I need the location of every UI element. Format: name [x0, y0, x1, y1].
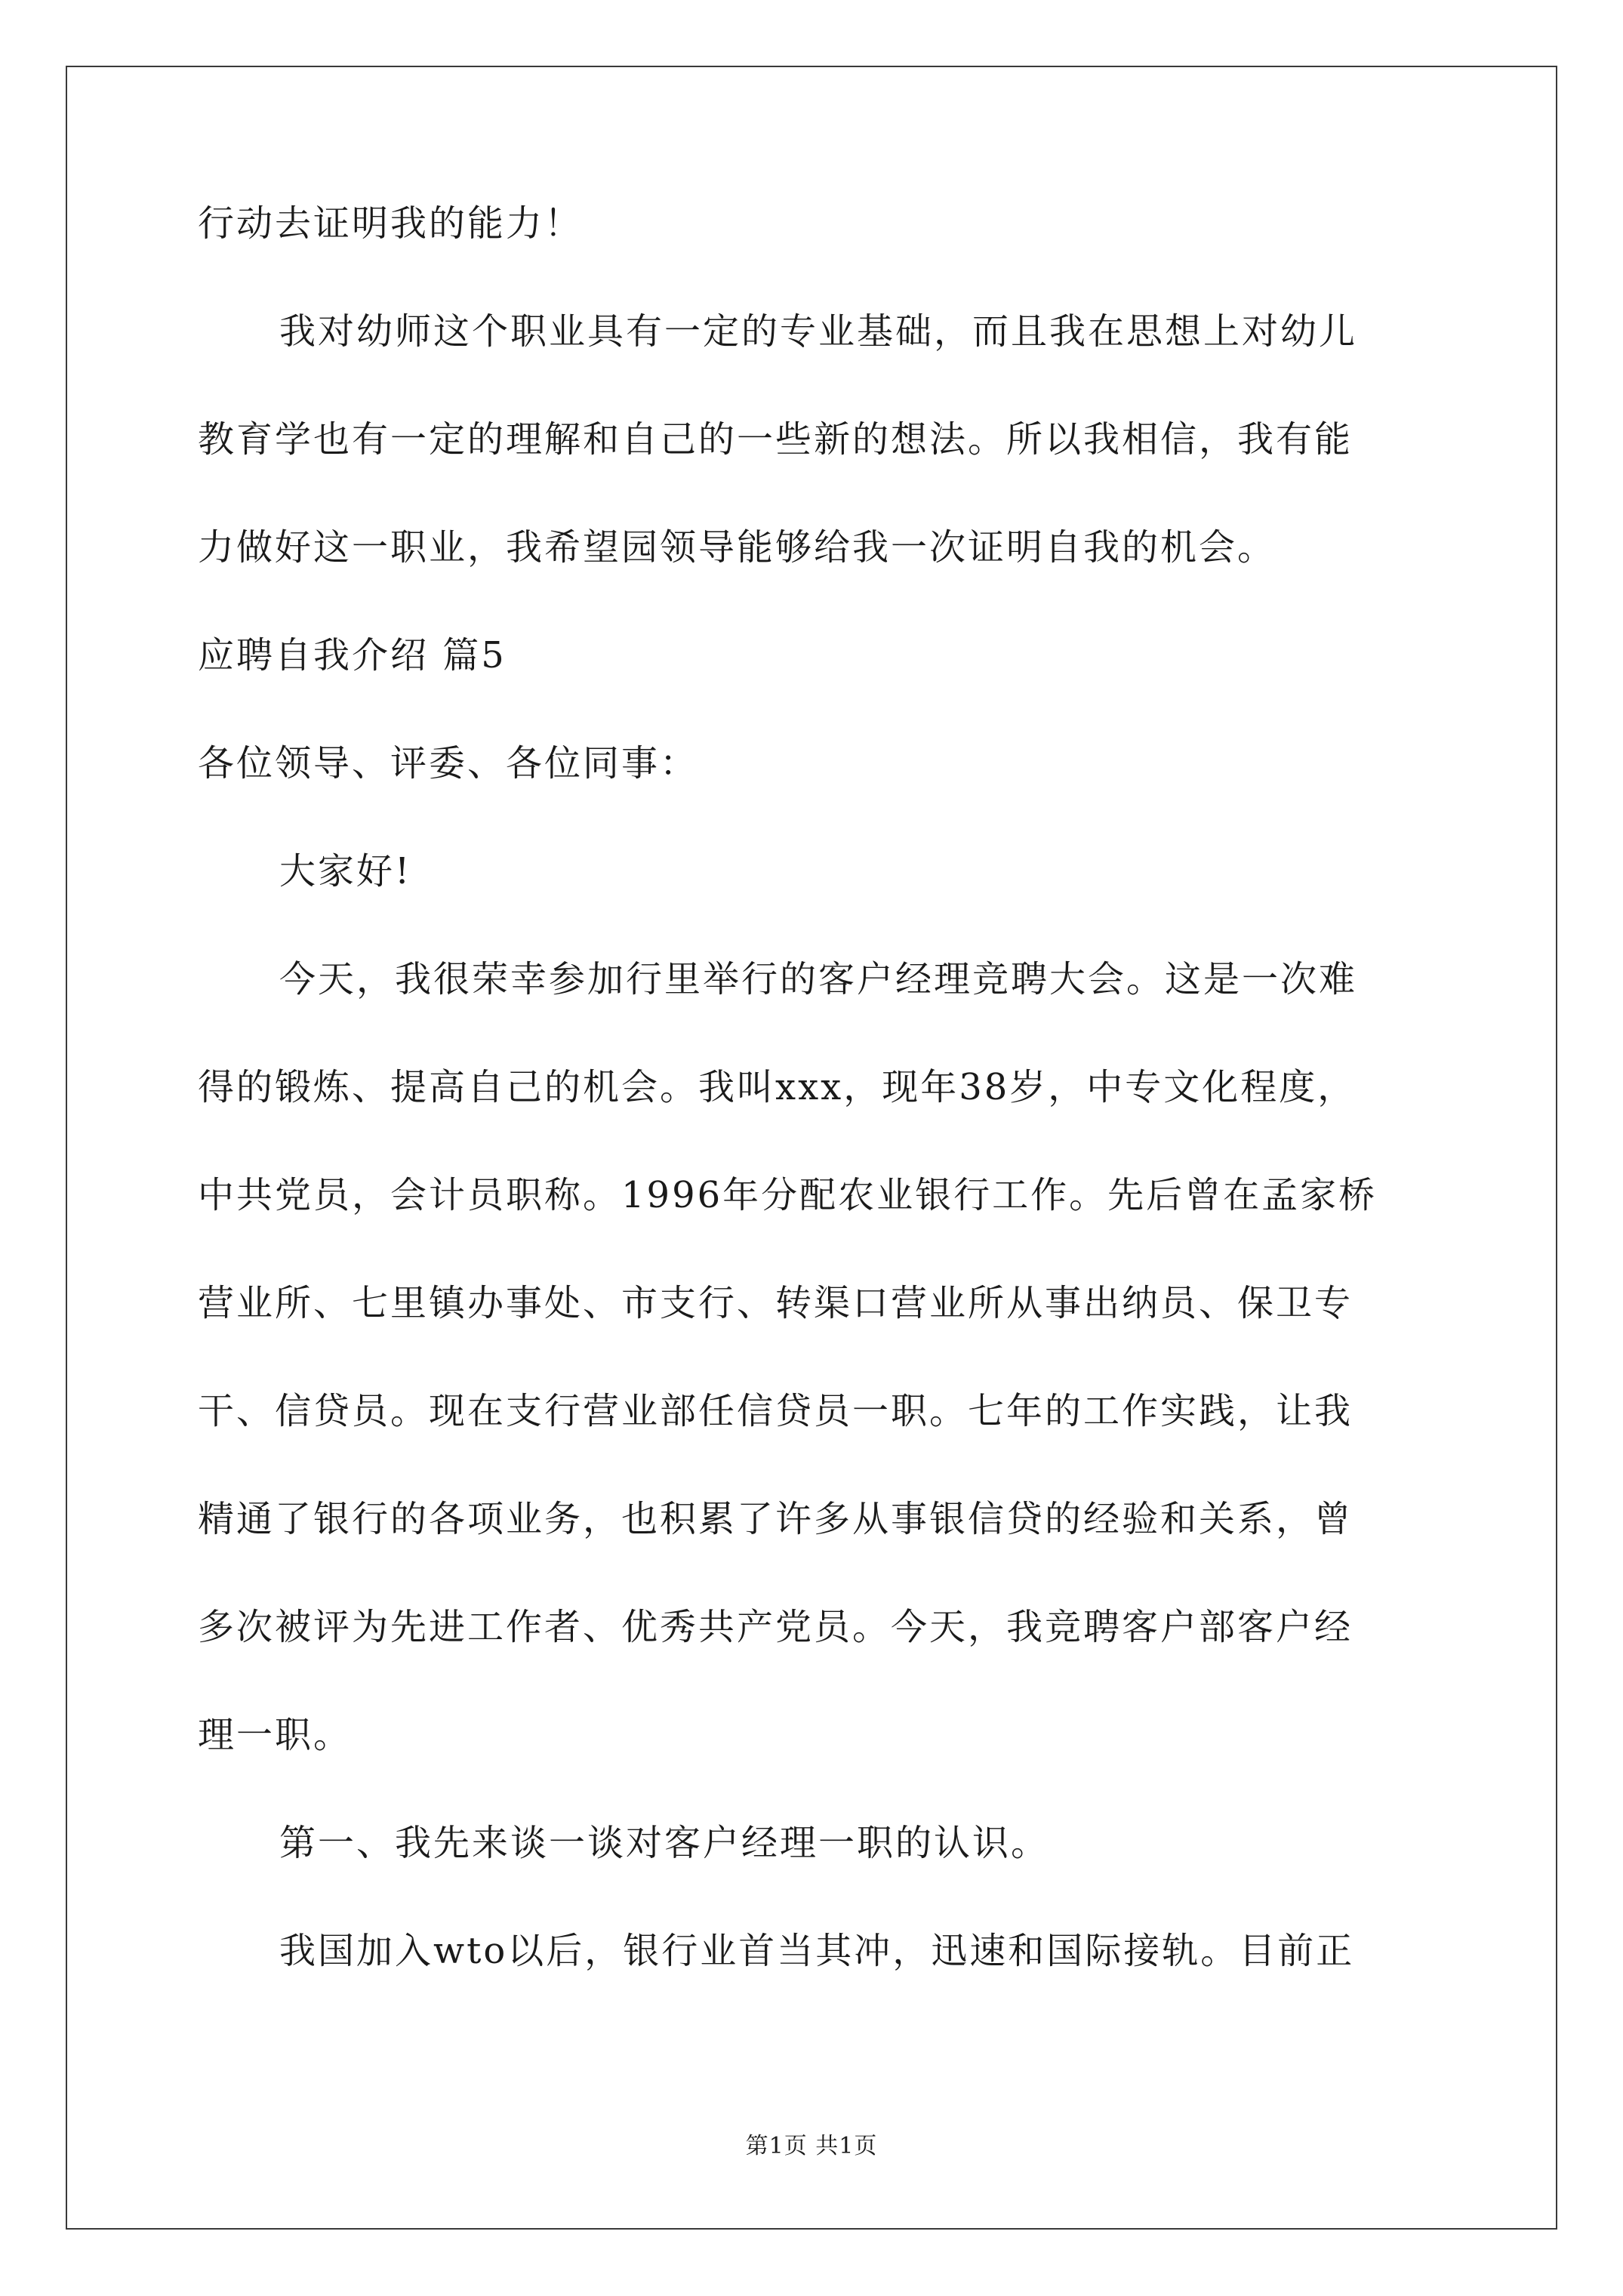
- text-line-8: 今天，我很荣幸参加行里举行的客户经理竞聘大会。这是一次难: [279, 958, 1358, 1000]
- text-line-16: 第一、我先来谈一谈对客户经理一职的认识。: [279, 1822, 1050, 1864]
- page-footer: 第1页 共1页: [745, 2133, 878, 2159]
- text-line-1: 行动去证明我的能力！: [198, 202, 584, 245]
- text-line-17: 我国加入wto以后，银行业首当其冲，迅速和国际接轨。目前正: [279, 1930, 1355, 1972]
- text-line-3: 教育学也有一定的理解和自己的一些新的想法。所以我相信，我有能: [198, 418, 1354, 461]
- text-line-4: 力做好这一职业，我希望园领导能够给我一次证明自我的机会。: [198, 526, 1277, 569]
- text-line-11: 营业所、七里镇办事处、市支行、转渠口营业所从事出纳员、保卫专: [198, 1282, 1354, 1324]
- text-line-9: 得的锻炼、提高自己的机会。我叫xxx，现年38岁，中专文化程度，: [198, 1066, 1357, 1108]
- document-body: [198, 202, 1436, 2041]
- text-line-15: 理一职。: [198, 1714, 353, 1756]
- text-line-10: 中共党员，会计员职称。1996年分配农业银行工作。先后曾在孟家桥: [198, 1174, 1378, 1216]
- salutation: 各位领导、评委、各位同事：: [198, 742, 699, 784]
- text-line-14: 多次被评为先进工作者、优秀共产党员。今天，我竞聘客户部客户经: [198, 1606, 1354, 1648]
- text-line-2: 我对幼师这个职业具有一定的专业基础，而且我在思想上对幼儿: [279, 310, 1358, 353]
- text-line-12: 干、信贷员。现在支行营业部任信贷员一职。七年的工作实践，让我: [198, 1390, 1354, 1432]
- greeting: 大家好!: [279, 850, 412, 892]
- text-line-13: 精通了银行的各项业务，也积累了许多从事银信贷的经验和关系，曾: [198, 1498, 1354, 1540]
- section-heading: 应聘自我介绍 篇5: [198, 634, 507, 676]
